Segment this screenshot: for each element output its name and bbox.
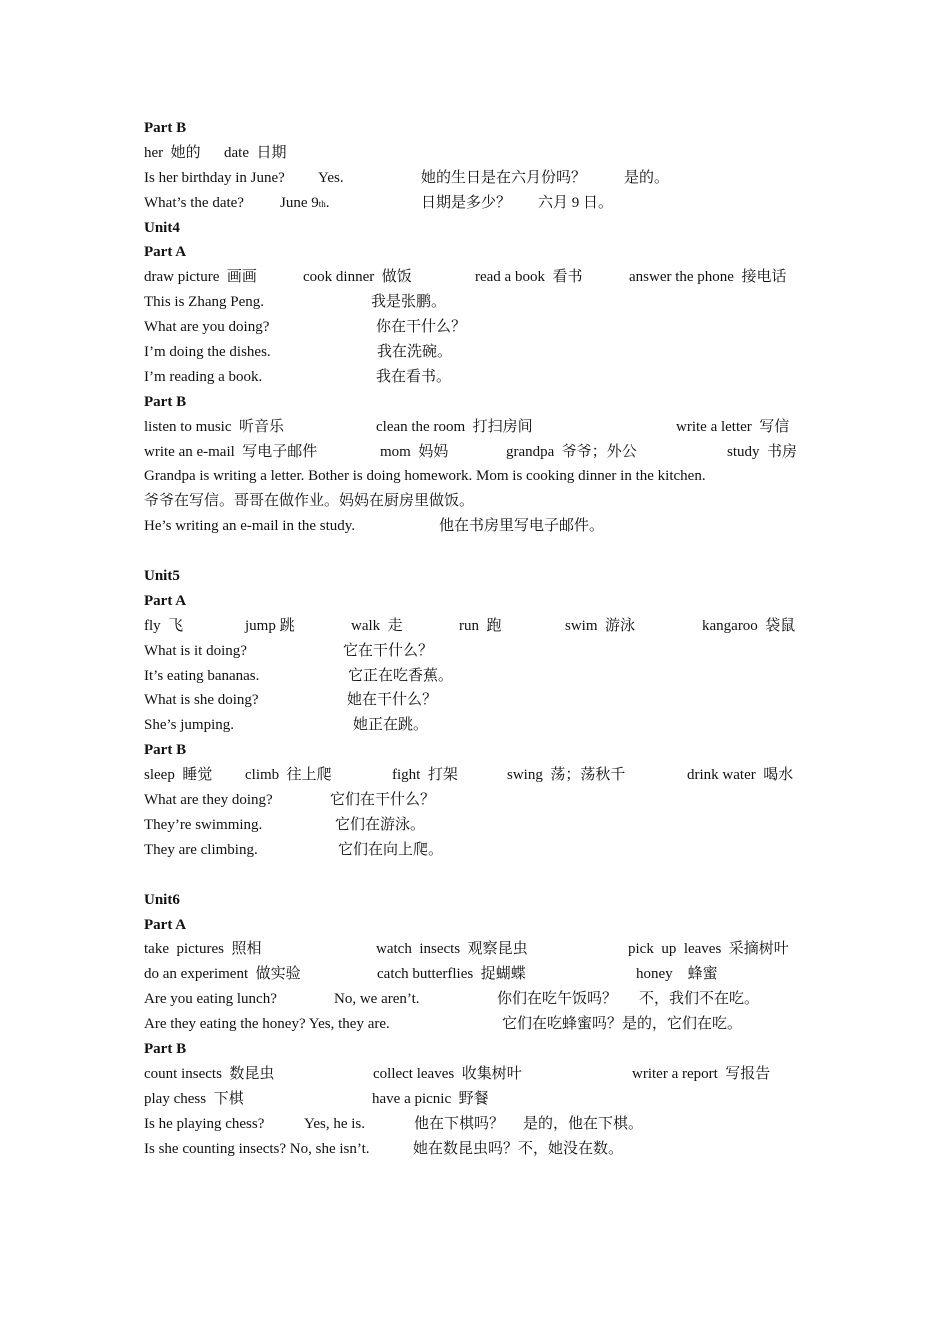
part-b-heading [144, 738, 814, 763]
vocab-line [144, 962, 814, 987]
sentence-en: Yes, he is. [304, 1115, 365, 1132]
sentence-line [144, 365, 814, 390]
vocab-item: have a picnic 野餐 [372, 1090, 489, 1107]
part-a-heading [144, 589, 814, 614]
vocab-item: answer the phone 接电话 [629, 269, 787, 286]
sentence-zh: 我在看书。 [376, 368, 452, 385]
sentence-zh: 是的，他在下棋。 [523, 1115, 644, 1132]
sentence-line [144, 290, 814, 315]
sentence-en: Grandpa is writing a letter. Bother is doing homework. Mom is cooking dinner in the kitchen. [144, 468, 706, 485]
vocab-item: drink water 喝水 [687, 767, 794, 784]
sentence-line [144, 514, 814, 539]
sentence-en: They are climbing. [144, 841, 258, 858]
sentence-en: What are they doing? [144, 792, 273, 809]
unit-title-text: Unit6 [144, 891, 180, 908]
sentence-line [144, 166, 814, 191]
vocab-line [144, 141, 814, 166]
heading-text: Part A [144, 592, 187, 609]
sentence-zh: 我是张鹏。 [371, 294, 447, 311]
sentence-zh: 他在下棋吗？ [414, 1115, 505, 1132]
vocab-item: writer a report 写报告 [632, 1065, 771, 1082]
part-b-heading [144, 1037, 814, 1062]
vocab-line [144, 440, 814, 465]
vocab-item: watch insects 观察昆虫 [376, 941, 528, 958]
date-value [280, 191, 330, 217]
sentence-line [144, 1112, 814, 1137]
vocab-item: clean the room 打扫房间 [376, 418, 533, 435]
heading-text: Part B [144, 120, 187, 136]
vocab-line [144, 1062, 814, 1087]
sentence-en: Yes. [318, 169, 344, 186]
sentence-zh: 它们在向上爬。 [338, 841, 444, 858]
part-a-heading [144, 913, 814, 938]
sentence-en: Are you eating lunch? [144, 991, 277, 1008]
vocab-item: listen to music 听音乐 [144, 418, 284, 435]
sentence-en: What are you doing? [144, 319, 270, 336]
vocab-item: mom 妈妈 [380, 443, 449, 460]
vocab-item: climb 往上爬 [245, 767, 332, 784]
vocab-item: grandpa 爷爷；外公 [506, 443, 637, 460]
sentence-en: No, we aren’t. [334, 991, 420, 1008]
sentence-en: Is she counting insects? No, she isn’t. [144, 1140, 370, 1157]
vocab-item: honey 蜂蜜 [636, 966, 718, 983]
sentence-zh: 你在干什么？ [376, 319, 467, 336]
sentence-zh: 它在干什么？ [343, 642, 434, 659]
part-b-heading [144, 390, 814, 415]
date-period: . [325, 194, 330, 211]
vocab-item: write a letter 写信 [676, 418, 790, 435]
heading-text: Part A [144, 916, 187, 933]
heading-text: Part B [144, 1040, 187, 1057]
sentence-en: What is it doing? [144, 642, 247, 659]
sentence-line [144, 688, 814, 713]
sentence-line [144, 664, 814, 689]
vocab-item: fight 打架 [392, 767, 458, 784]
sentence-line [144, 1012, 814, 1037]
sentence-zh: 她在数昆虫吗？不，她没在数。 [413, 1140, 624, 1157]
vocab-item: her 她的 [144, 144, 201, 161]
sentence-en: Is her birthday in June? [144, 169, 285, 186]
blank-line [144, 863, 814, 888]
sentence-line [144, 813, 814, 838]
vocab-item: fly 飞 [144, 617, 184, 634]
sentence-line [144, 191, 814, 216]
unit-title [144, 564, 814, 589]
sentence-zh: 他在书房里写电子邮件。 [439, 518, 605, 535]
sentence-zh: 她正在跳。 [353, 717, 429, 734]
vocab-item: draw picture 画画 [144, 269, 257, 286]
sentence-zh: 日期是多少？ [421, 194, 512, 211]
vocab-item: cook dinner 做饭 [303, 269, 412, 286]
vocab-item: study 书房 [727, 443, 798, 460]
unit-title [144, 888, 814, 913]
vocab-line [144, 1087, 814, 1112]
sentence-line [144, 788, 814, 813]
vocab-line [144, 614, 814, 639]
sentence-zh: 不，我们不在吃。 [639, 991, 760, 1008]
sentence-line [144, 713, 814, 738]
vocab-item: run 跑 [459, 617, 502, 634]
sentence-zh: 是的。 [624, 169, 670, 186]
sentence-line [144, 639, 814, 664]
sentence-zh: 它正在吃香蕉。 [348, 667, 454, 684]
part-b-heading [144, 116, 814, 141]
sentence-en: He’s writing an e-mail in the study. [144, 518, 356, 535]
sentence-line [144, 838, 814, 863]
vocab-item: swim 游泳 [565, 617, 636, 634]
sentence-zh: 她的生日是在六月份吗？ [421, 169, 587, 186]
vocab-line [144, 937, 814, 962]
vocab-item: jump 跳 [245, 617, 295, 634]
vocab-line [144, 415, 814, 440]
vocab-item: pick up leaves 采摘树叶 [628, 941, 789, 958]
sentence-line [144, 1137, 814, 1162]
document-page [144, 116, 814, 1161]
sentence-en: What is she doing? [144, 692, 259, 709]
sentence-en: She’s jumping. [144, 717, 235, 734]
heading-text: Part B [144, 393, 187, 410]
sentence-zh: 我在洗碗。 [377, 344, 453, 361]
date-suffix: th [318, 198, 326, 209]
vocab-item: collect leaves 收集树叶 [373, 1065, 522, 1082]
sentence-zh: 她在干什么？ [347, 692, 438, 709]
sentence-zh: 六月 9 日。 [538, 194, 614, 211]
unit-title [144, 216, 814, 241]
heading-text: Part A [144, 244, 187, 261]
vocab-item: write an e-mail 写电子邮件 [144, 443, 318, 460]
sentence-en: I’m doing the dishes. [144, 344, 271, 361]
unit-title-text: Unit4 [144, 219, 180, 236]
part-a-heading [144, 240, 814, 265]
vocab-line [144, 763, 814, 788]
sentence-en: It’s eating bananas. [144, 667, 260, 684]
sentence-line [144, 315, 814, 340]
unit-title-text: Unit5 [144, 568, 180, 585]
vocab-item: kangaroo 袋鼠 [702, 617, 796, 634]
vocab-item: count insects 数昆虫 [144, 1065, 275, 1082]
vocab-line [144, 265, 814, 290]
sentence-en: What’s the date? [144, 194, 244, 211]
vocab-item: walk 走 [351, 617, 403, 634]
sentence-en: They’re swimming. [144, 816, 263, 833]
vocab-item: play chess 下棋 [144, 1090, 244, 1107]
sentence-zh: 它们在游泳。 [335, 816, 426, 833]
heading-text: Part B [144, 742, 187, 759]
vocab-item: swing 荡；荡秋千 [507, 767, 626, 784]
vocab-item: take pictures 照相 [144, 941, 262, 958]
date-text: June 9 [280, 194, 319, 211]
sentence-en: Is he playing chess? [144, 1115, 265, 1132]
sentence-zh: 你们在吃午饭吗？ [497, 991, 618, 1008]
vocab-item: catch butterflies 捉蝴蝶 [377, 966, 526, 983]
vocab-item: sleep 睡觉 [144, 767, 213, 784]
sentence-line [144, 340, 814, 365]
sentence-line [144, 987, 814, 1012]
sentence-zh: 爷爷在写信。哥哥在做作业。妈妈在厨房里做饭。 [144, 493, 475, 510]
sentence-en: Are they eating the honey? Yes, they are. [144, 1016, 390, 1033]
sentence-zh: 它们在吃蜂蜜吗？是的，它们在吃。 [502, 1016, 743, 1033]
sentence-line [144, 489, 814, 514]
sentence-zh: 它们在干什么？ [330, 792, 436, 809]
blank-line [144, 539, 814, 564]
sentence-line [144, 464, 814, 489]
vocab-item: read a book 看书 [475, 269, 583, 286]
sentence-en: I’m reading a book. [144, 368, 263, 385]
sentence-en: This is Zhang Peng. [144, 294, 264, 311]
vocab-item: do an experiment 做实验 [144, 966, 301, 983]
vocab-item: date 日期 [224, 144, 287, 161]
